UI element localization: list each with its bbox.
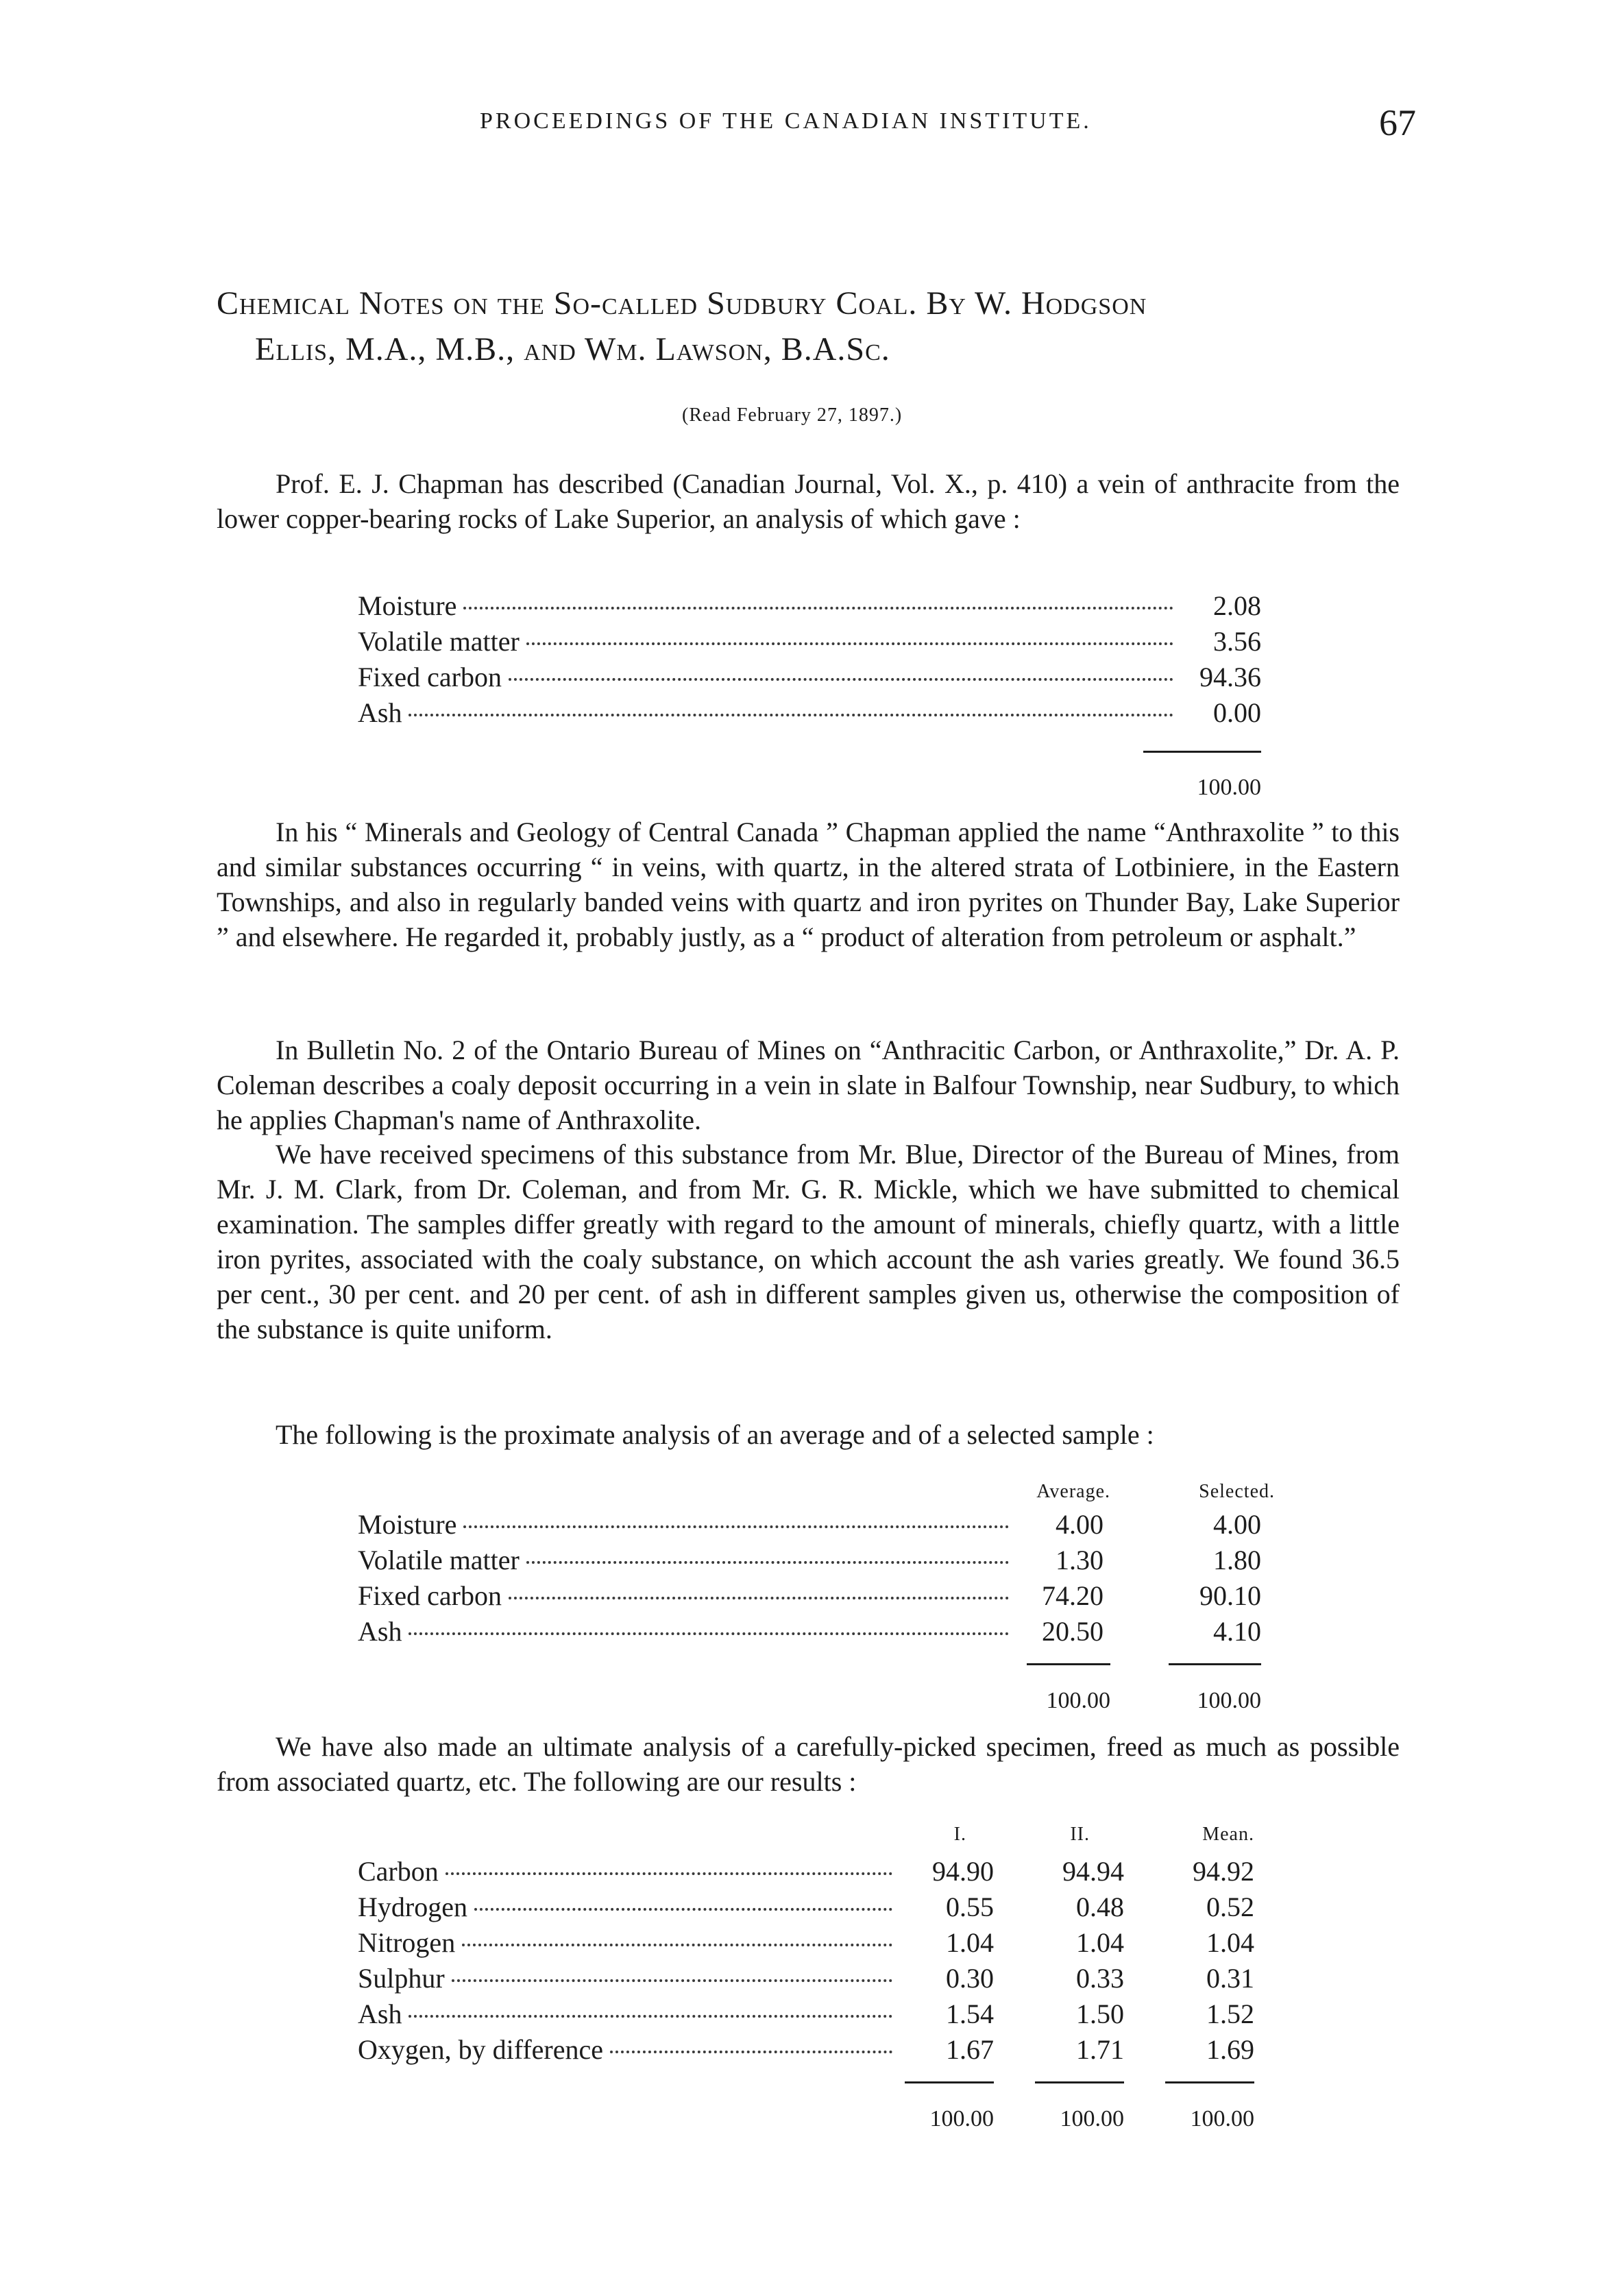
column-header-mean: Mean. (1202, 1824, 1254, 1845)
sum-rule (905, 2081, 994, 2083)
table-row (358, 625, 1180, 657)
row-mean: 0.52 (1206, 1892, 1254, 1922)
paragraph-3: In Bulletin No. 2 of the Ontario Bureau of Mines on “Anthracitic Carbon, or Anthraxolite,” Dr. A. P. Coleman describes a coaly deposit occurring in a vein in slate in Balfour Township, near Sudbury, to which he applies Chapman's name of Anthraxolite. (217, 1035, 1400, 1135)
row-ii: 1.71 (1076, 2034, 1124, 2065)
table-row (358, 1962, 899, 1994)
row-i: 0.30 (946, 1963, 994, 1994)
row-label: Carbon (358, 1856, 439, 1887)
table-row (358, 2033, 899, 2066)
row-label: Volatile matter (358, 626, 520, 657)
column-header-i: I. (953, 1824, 966, 1845)
row-label: Nitrogen (358, 1927, 456, 1958)
row-label: Volatile matter (358, 1545, 520, 1575)
total-mean: 100.00 (1190, 2106, 1254, 2131)
row-average: 74.20 (1042, 1580, 1104, 1611)
table-row (358, 1855, 899, 1887)
row-label: Ash (358, 697, 402, 728)
sum-rule (1165, 2081, 1254, 2083)
row-ii: 94.94 (1062, 1856, 1124, 1887)
sum-rule (1035, 2081, 1124, 2083)
paragraph-2: In his “ Minerals and Geology of Central Canada ” Chapman applied the name “Anthraxolite ” to this and similar substances occurring “ in veins, with quartz, in the altered strata of Lotbiniere, in the Eastern Townships, and also in regularly banded veins with quartz and iron pyrites on Thunder Bay, Lake Superior ” and elsewhere. He regarded it, probably justly, as a “ product of alteration from petroleum or asphalt.” (217, 817, 1400, 952)
table-row (358, 1508, 1016, 1540)
table-row (358, 1926, 899, 1959)
row-mean: 1.52 (1206, 1998, 1254, 2029)
row-mean: 1.04 (1206, 1927, 1254, 1958)
table-row (358, 1615, 1016, 1647)
row-label: Fixed carbon (358, 662, 502, 692)
row-label: Hydrogen (358, 1892, 467, 1922)
table-row (358, 1580, 1016, 1612)
sum-rule (1143, 751, 1261, 753)
table-row (358, 661, 1180, 693)
row-label: Oxygen, by difference (358, 2034, 604, 2065)
row-i: 94.90 (932, 1856, 994, 1887)
row-ii: 1.04 (1076, 1927, 1124, 1958)
row-i: 0.55 (946, 1892, 994, 1922)
row-ii: 1.50 (1076, 1998, 1124, 2029)
sum-rule (1027, 1663, 1110, 1665)
table-row (358, 1891, 899, 1923)
row-mean: 1.69 (1206, 2034, 1254, 2065)
table-total: 100.00 (1197, 775, 1261, 800)
row-selected: 90.10 (1199, 1580, 1261, 1611)
row-i: 1.54 (946, 1998, 994, 2029)
row-label: Moisture (358, 1509, 457, 1540)
row-ii: 0.48 (1076, 1892, 1124, 1922)
row-label: Fixed carbon (358, 1580, 502, 1611)
total-average: 100.00 (1046, 1688, 1110, 1713)
paragraph-1: Prof. E. J. Chapman has described (Canadian Journal, Vol. X., p. 410) a vein of anthracite from the lower copper-bearing rocks of Lake Superior, an analysis of which gave : (217, 468, 1400, 534)
row-selected: 4.10 (1213, 1616, 1261, 1647)
row-label: Moisture (358, 590, 457, 621)
row-mean: 94.92 (1193, 1856, 1254, 1887)
row-label: Ash (358, 1616, 402, 1647)
page-number: 67 (1379, 102, 1416, 143)
read-date: (Read February 27, 1897.) (682, 404, 903, 426)
table-row (358, 1544, 1016, 1576)
row-value: 3.56 (1213, 626, 1261, 657)
row-mean: 0.31 (1206, 1963, 1254, 1994)
total-i: 100.00 (929, 2106, 994, 2131)
total-ii: 100.00 (1060, 2106, 1124, 2131)
row-i: 1.67 (946, 2034, 994, 2065)
column-header-average: Average. (1036, 1481, 1110, 1502)
table-row (358, 1998, 899, 2030)
sum-rule (1169, 1663, 1261, 1665)
paragraph-4: We have received specimens of this substance from Mr. Blue, Director of the Bureau of Mines, from Mr. J. M. Clark, from Dr. Coleman, and from Mr. G. R. Mickle, which we have submitted to chemical examination. The samples differ greatly with regard to the amount of minerals, chiefly quartz, with a little iron pyrites, associated with the coaly substance, on which account the ash varies greatly. We found 36.5 per cent., 30 per cent. and 20 per cent. of ash in different samples given us, otherwise the composition of the substance is quite uniform. (217, 1139, 1400, 1344)
row-value: 0.00 (1213, 697, 1261, 728)
total-selected: 100.00 (1197, 1688, 1261, 1713)
paragraph-5: The following is the proximate analysis of an average and of a selected sample : (276, 1419, 1154, 1450)
column-header-ii: II. (1070, 1824, 1090, 1845)
row-label: Sulphur (358, 1963, 445, 1994)
article-title-line-1: Chemical Notes on the So-called Sudbury Coal. By W. Hodgson (217, 285, 1147, 322)
running-title: PROCEEDINGS OF THE CANADIAN INSTITUTE. (480, 108, 1092, 134)
row-selected: 1.80 (1213, 1545, 1261, 1575)
table-row (358, 697, 1180, 729)
row-average: 1.30 (1056, 1545, 1104, 1575)
table-row (358, 590, 1180, 622)
paragraph-6: We have also made an ultimate analysis of a carefully-picked specimen, freed as much as possible from associated quartz, etc. The following are our results : (217, 1731, 1400, 1797)
row-ii: 0.33 (1076, 1963, 1124, 1994)
article-title-line-2: Ellis, M.A., M.B., and Wm. Lawson, B.A.Sc. (255, 331, 890, 367)
row-value: 2.08 (1213, 590, 1261, 621)
column-header-selected: Selected. (1199, 1481, 1275, 1502)
row-selected: 4.00 (1213, 1509, 1261, 1540)
row-average: 20.50 (1042, 1616, 1104, 1647)
row-label: Ash (358, 1998, 402, 2029)
row-i: 1.04 (946, 1927, 994, 1958)
row-average: 4.00 (1056, 1509, 1104, 1540)
row-value: 94.36 (1199, 662, 1261, 692)
